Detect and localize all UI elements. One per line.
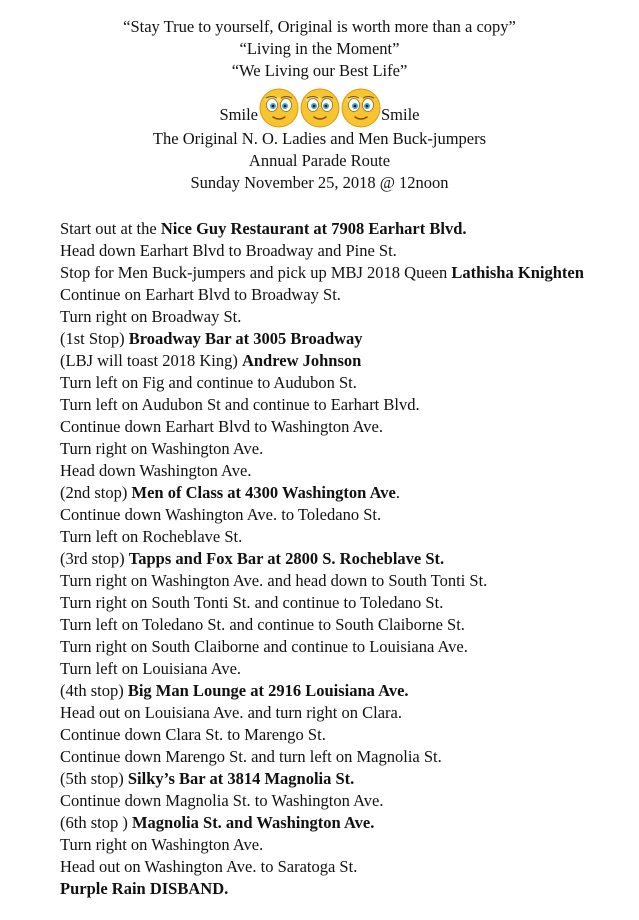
event-title: Annual Parade Route — [248, 151, 391, 170]
route-step — [60, 306, 627, 328]
route-step — [60, 812, 627, 834]
route-step-highlight: Magnolia St. and Washington Ave. — [131, 813, 375, 832]
route-step-text: Turn left on Rocheblave St. — [60, 527, 243, 546]
route-step-text: (5th stop) — [60, 769, 128, 788]
route-step-highlight: Lathisha Knighten — [451, 263, 584, 282]
route-step — [60, 856, 627, 878]
parade-route-list — [60, 218, 627, 900]
route-step — [60, 834, 627, 856]
smiling-face-emoji-icon — [300, 88, 340, 128]
route-step-text: Continue down Magnolia St. to Washington Ave. — [60, 791, 384, 810]
route-step-highlight: Tapps and Fox Bar at 2800 S. Rocheblave St. — [128, 549, 445, 568]
route-step — [60, 218, 627, 240]
route-step — [60, 614, 627, 636]
smile-word-right: Smile — [381, 105, 420, 124]
route-step — [60, 438, 627, 460]
smiling-face-emoji-icon — [259, 88, 299, 128]
route-step — [60, 504, 627, 526]
organization-title: The Original N. O. Ladies and Men Buck-jumpers — [152, 129, 487, 148]
route-step-text: Turn right on Washington Ave. and head down to South Tonti St. — [60, 571, 488, 590]
route-step-text: Turn right on Washington Ave. — [60, 439, 264, 458]
route-step-highlight: Silky’s Bar at 3814 Magnolia St. — [127, 769, 355, 788]
quote-line: “Stay True to yourself, Original is worth more than a copy” — [123, 17, 516, 36]
route-step — [60, 548, 627, 570]
route-step-text: Start out at the — [60, 219, 161, 238]
event-date: Sunday November 25, 2018 @ 12noon — [190, 173, 449, 192]
route-step-highlight: Nice Guy Restaurant at 7908 Earhart Blvd. — [160, 219, 467, 238]
route-step — [60, 724, 627, 746]
route-step-text: Turn left on Fig and continue to Audubon St. — [60, 373, 357, 392]
route-step — [60, 482, 627, 504]
route-step-text: Continue down Washington Ave. to Toledano St. — [60, 505, 382, 524]
route-step — [60, 680, 627, 702]
smiling-face-emoji-icon — [341, 88, 381, 128]
route-step — [60, 768, 627, 790]
route-step — [60, 570, 627, 592]
route-step-text: . — [395, 483, 400, 502]
route-step-text: Turn left on Toledano St. and continue to South Claiborne St. — [60, 615, 465, 634]
route-step-text: Turn right on South Claiborne and continue to Louisiana Ave. — [60, 637, 468, 656]
route-step-text: Head down Washington Ave. — [60, 461, 252, 480]
smile-word-left: Smile — [219, 105, 258, 124]
route-step-text: (2nd stop) — [60, 483, 132, 502]
route-step-text: Continue down Earhart Blvd to Washington Ave. — [60, 417, 383, 436]
route-step-text: (LBJ will toast 2018 King) — [60, 351, 242, 370]
route-step-text: Continue down Marengo St. and turn left on Magnolia St. — [60, 747, 442, 766]
quote-line: “We Living our Best Life” — [231, 61, 408, 80]
route-step — [60, 328, 627, 350]
route-step-highlight: Andrew Johnson — [241, 351, 362, 370]
route-step — [60, 460, 627, 482]
route-step — [60, 350, 627, 372]
route-step-highlight: Big Man Lounge at 2916 Louisiana Ave. — [127, 681, 409, 700]
route-step-highlight: Men of Class at 4300 Washington Ave — [131, 483, 396, 502]
route-step-highlight: Broadway Bar at 3005 Broadway — [128, 329, 363, 348]
route-step-text: (3rd stop) — [60, 549, 129, 568]
route-step-text: Turn right on Broadway St. — [60, 307, 242, 326]
route-step-text: Turn right on Washington Ave. — [60, 835, 264, 854]
route-step-text: Head out on Washington Ave. to Saratoga St. — [60, 857, 358, 876]
document-header — [0, 0, 639, 194]
route-step — [60, 636, 627, 658]
route-step — [60, 394, 627, 416]
route-step-text: Stop for Men Buck-jumpers and pick up MBJ 2018 Queen — [60, 263, 452, 282]
route-step-text: Continue down Clara St. to Marengo St. — [60, 725, 326, 744]
route-step — [60, 262, 627, 284]
route-step — [60, 416, 627, 438]
quote-line: “Living in the Moment” — [239, 39, 400, 58]
route-step-text: Continue on Earhart Blvd to Broadway St. — [60, 285, 341, 304]
route-step-highlight: Purple Rain DISBAND. — [60, 879, 229, 898]
route-step-text: (4th stop) — [60, 681, 128, 700]
route-step-text: (1st Stop) — [60, 329, 129, 348]
route-step — [60, 702, 627, 724]
route-step-text: Head out on Louisiana Ave. and turn right on Clara. — [60, 703, 402, 722]
route-step-text: (6th stop ) — [60, 813, 132, 832]
route-step-text: Head down Earhart Blvd to Broadway and Pine St. — [60, 241, 397, 260]
route-step — [60, 372, 627, 394]
route-step — [60, 240, 627, 262]
route-step — [60, 746, 627, 768]
route-step — [60, 526, 627, 548]
smile-row — [0, 84, 639, 128]
route-step — [60, 592, 627, 614]
route-step — [60, 658, 627, 680]
route-step — [60, 284, 627, 306]
route-step-text: Turn left on Audubon St and continue to Earhart Blvd. — [60, 395, 420, 414]
route-step-text: Turn right on South Tonti St. and continue to Toledano St. — [60, 593, 444, 612]
route-step — [60, 790, 627, 812]
route-step — [60, 878, 627, 900]
route-step-text: Turn left on Louisiana Ave. — [60, 659, 242, 678]
